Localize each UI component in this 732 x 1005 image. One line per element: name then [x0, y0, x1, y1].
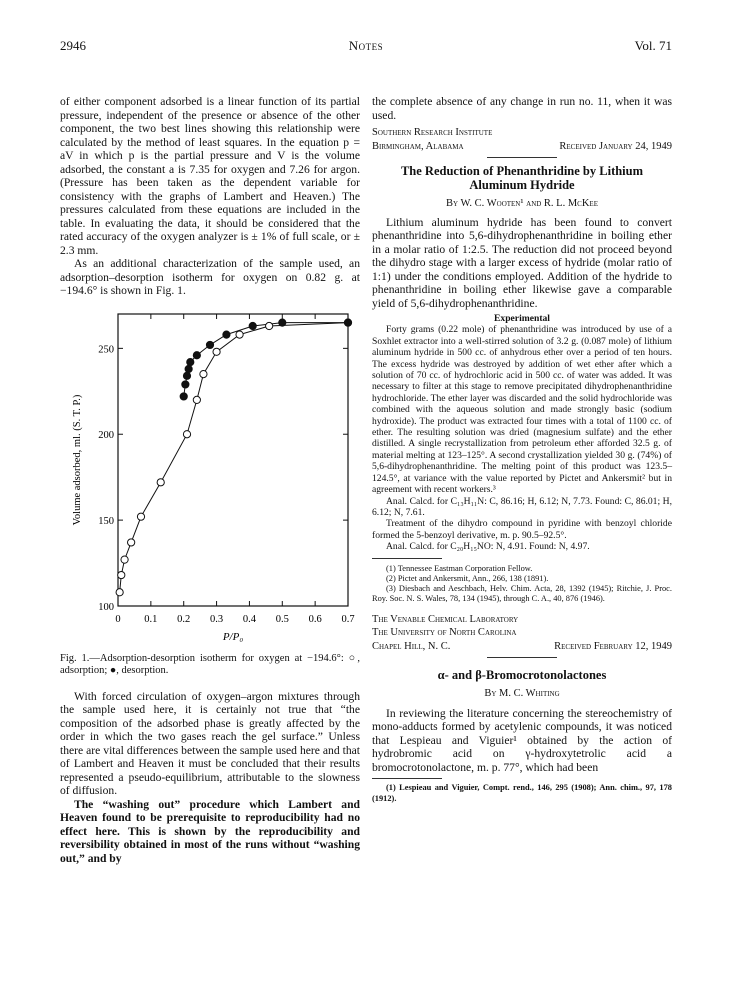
figure-caption: Fig. 1.—Adsorption-desorption isotherm for oxygen at −194.6°: ○, adsorption; ●, desorption.: [60, 652, 360, 677]
paragraph: Lithium aluminum hydride has been found to convert phenanthridine into 5,6-dihydrophenanthridine in boiling ether in a molar ratio of 1:2.5. The reduction did not proceed beyond the dihydro stage with a larger excess of hydride (molar ratio of 1:1) under the conditions employed. Addition of the hydride to phenanthridine in boiling ether likewise gave a comparable yield of 5,6-dihydrophenanthridine.: [372, 215, 672, 310]
y-tick-label: 150: [98, 515, 114, 527]
article-title: α- and β-Bromocrotonolactones: [437, 668, 607, 683]
figure-1: [60, 306, 360, 651]
x-axis-label: P/P₀: [222, 630, 244, 643]
data-point-desorption: [183, 372, 190, 379]
data-point-desorption: [185, 365, 192, 372]
right-column: [372, 95, 672, 804]
paragraph: Treatment of the dihydro compound in pyridine with benzoyl chloride formed the 5-benzoyl derivative, m. p. 90.5–92.5°.: [372, 518, 672, 541]
data-point-desorption: [249, 322, 256, 329]
series-line-desorption: [184, 322, 348, 396]
x-tick-label: 0.6: [308, 613, 322, 625]
article-title: The Reduction of Phenanthridine by Lithium Aluminum Hydride: [400, 164, 644, 192]
data-point-adsorption: [118, 571, 125, 578]
x-tick-label: 0.1: [144, 613, 158, 625]
paragraph: Forty grams (0.22 mole) of phenanthridine was introduced by use of a Soxhlet extractor into a well-stirred solution of 3.2 g. (0.087 mole) of lithium aluminum hydride in 500 cc. of anhydrous ether over a period of ten hours. The excess hydride was destroyed by addition of wet ether after which a solution of 70 cc. of hydrochloric acid in 500 cc. of water was added. It was necessary to filter at this stage to remove precipitated dihydrophenanthridine hydrochloride. The ether layer was discarded and the solid hydrochloride was combined with the aqueous solution and made strongly basic (sodium hydroxide). The product was extracted four times with a total of 1100 cc. of ether. The resulting solution was dried (magnesium sulfate) and the ether distilled. A single recrystallization from petroleum ether afforded 32.5 g. of material melting at 123–125°. A second crystallization yielded 30 g. (74%) of 5,6-dihydrophenanthridine. The melting point of this product was 123.5–124.5°, at variance with the value reported by Pictet and Ankersmit² but in agreement with recent workers.³: [372, 324, 672, 496]
data-point-desorption: [344, 318, 351, 325]
institution: Southern Research Institute: [372, 127, 493, 138]
data-point-adsorption: [121, 556, 128, 563]
x-tick-label: 0: [115, 613, 121, 625]
isotherm-chart: [60, 306, 360, 651]
y-tick-label: 250: [98, 343, 114, 355]
series-line-adsorption: [120, 322, 348, 592]
footnote: (1) Tennessee Eastman Corporation Fellow.: [386, 563, 533, 573]
paragraph: In reviewing the literature concerning the stereochemistry of mono-adducts formed by acetylenic compounds, it was noticed that Lespieau and Viguier¹ obtained by the action of hydrobromic acid on γ-hydroxytetrolic acid a bromocrotonolactone, m. p. 77°, which had been: [372, 706, 672, 774]
data-point-desorption: [193, 351, 200, 358]
institution: The University of North Carolina: [372, 627, 517, 639]
footnote: (2) Pictet and Ankersmit, Ann., 266, 138 (1891).: [386, 573, 549, 583]
page-header: [60, 38, 672, 56]
footnote: (1) Lespieau and Viguier, Compt. rend., 146, 295 (1908); Ann. chim., 97, 178 (1912).: [372, 783, 672, 803]
data-point-adsorption: [200, 370, 207, 377]
received-date: Received January 24, 1949: [559, 140, 672, 152]
received-line: [372, 640, 672, 654]
plot-frame: [118, 314, 348, 606]
divider: [487, 157, 557, 158]
byline: By W. C. Wooten¹ and R. L. McKee: [445, 198, 598, 209]
data-point-adsorption: [128, 538, 135, 545]
paragraph: With forced circulation of oxygen–argon mixtures through the sample used here, it is certainly not true that “the composition of the adsorbed phase is greatly affected by the order in which the two gases reach the gel surface.” Unless there are vital differences between the sample used here and that of Lambert and Heaven it must be concluded that their results represented a pseudo-equilibrium, attributable to the slowness of diffusion.: [60, 689, 360, 798]
data-point-desorption: [180, 392, 187, 399]
data-point-adsorption: [157, 478, 164, 485]
data-point-adsorption: [116, 588, 123, 595]
divider: [487, 657, 557, 658]
data-point-desorption: [187, 358, 194, 365]
byline: By M. C. Whiting: [484, 688, 560, 700]
institution: The Venable Chemical Laboratory: [372, 613, 519, 625]
city: Birmingham, Alabama: [372, 140, 464, 152]
footnote-divider: [372, 778, 442, 779]
paragraph: of either component adsorbed is a linear function of its partial pressure, independent of the presence or absence of the other component, the two best lines showing this relationship were calculated by the method of least squares. In the equation p = aV in which p is the partial pressure and V is the volume adsorbed, the constant a is 7.35 for oxygen and 7.26 for argon. (Pressure has been taken as the dependent variable for consistency with the graphs of Lambert and Heaven.) The pressures calculated from these equations are included in the table. In evaluating the data, it should be considered that the rated accuracy of the oxygen analyzer is ± 1% of full scale, or ± 2.3 mm.: [60, 95, 360, 257]
data-point-desorption: [279, 318, 286, 325]
data-point-adsorption: [236, 331, 243, 338]
running-head: Notes: [348, 38, 384, 53]
city: Chapel Hill, N. C.: [372, 640, 451, 652]
x-tick-label: 0.2: [177, 613, 191, 625]
y-axis-label: Volume adsorbed, ml. (S. T. P.): [72, 394, 83, 525]
data-point-desorption: [206, 341, 213, 348]
x-tick-label: 0.7: [341, 613, 355, 625]
data-point-desorption: [223, 331, 230, 338]
x-tick-label: 0.5: [275, 613, 289, 625]
data-point-adsorption: [213, 348, 220, 355]
x-tick-label: 0.3: [210, 613, 224, 625]
paragraph: the complete absence of any change in run no. 11, when it was used.: [372, 95, 672, 122]
received-line: [372, 140, 672, 154]
data-point-adsorption: [266, 322, 273, 329]
left-column: [60, 95, 360, 865]
y-tick-label: 100: [98, 601, 114, 613]
section-heading: Experimental: [494, 313, 550, 324]
paragraph: The “washing out” procedure which Lambert and Heaven found to be prerequisite to reproducibility had no effect here. This is shown by the reproducibility and reversibility obtained in most of the runs without “washing out,” and by: [60, 797, 360, 865]
data-point-adsorption: [193, 396, 200, 403]
analysis: Anal. Calcd. for C₁₃H₁₁N: C, 86.16; H, 6.12; N, 7.73. Found: C, 86.01; H, 6.12; N, 7.61.: [372, 495, 672, 518]
volume-label: Vol. 71: [634, 38, 672, 53]
paragraph: As an additional characterization of the sample used, an adsorption–desorption isotherm for oxygen on 0.82 g. at −194.6° is shown in Fig. 1.: [60, 257, 360, 297]
footnote-divider: [372, 558, 442, 559]
data-point-adsorption: [137, 513, 144, 520]
footnote: (3) Diesbach and Aeschbach, Helv. Chim. Acta, 28, 1392 (1945); Ritchie, J. Proc. Roy. Soc. N. S. Wales, 78, 134 (1945), through C. A., 40, 876 (1946).: [372, 584, 672, 604]
y-tick-label: 200: [98, 429, 114, 441]
received-date: Received February 12, 1949: [554, 640, 672, 652]
analysis: Anal. Calcd. for C₂₀H₁₅NO: N, 4.91. Found: N, 4.97.: [386, 541, 590, 553]
x-tick-label: 0.4: [242, 613, 256, 625]
data-point-adsorption: [183, 430, 190, 437]
page-number: 2946: [60, 38, 86, 53]
data-point-desorption: [182, 380, 189, 387]
